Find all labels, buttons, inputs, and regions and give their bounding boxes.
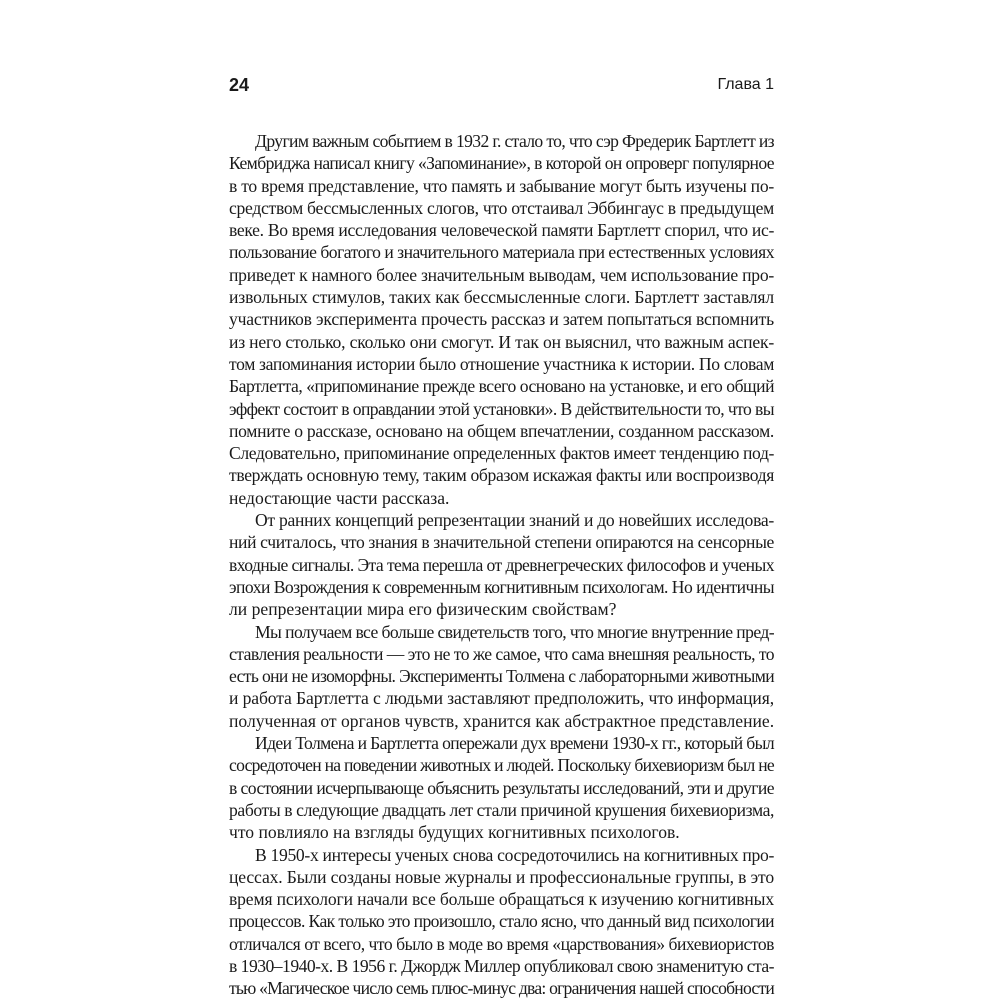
text-line: в 1930–1940-х. В 1956 г. Джордж Миллер опубликовал свою знаменитую ста-	[229, 955, 774, 976]
text-line: ли репрезентации мира его физическим свойствам?	[229, 599, 617, 620]
text-line: полученная от органов чувств, хранится как абстрактное представление.	[229, 710, 775, 731]
text-line: том запоминания истории было отношение участника к истории. По словам	[229, 353, 774, 374]
text-line: что повлияло на взгляды будущих когнитивных психологов.	[229, 822, 680, 843]
text-line: отличался от всего, что было в моде во время «царствования» бихевиористов	[229, 933, 774, 954]
text-line: ставления реальности — это не то же самое, что сама внешняя реальность, то	[229, 643, 774, 664]
text-line: тью «Магическое число семь плюс-минус два: ограничения нашей способности	[229, 978, 774, 999]
text-line: сосредоточен на поведении животных и людей. Поскольку бихевиоризм был не	[229, 755, 774, 776]
chapter-title: Глава 1	[717, 76, 774, 93]
text-line: Бартлетта, «припоминание прежде всего основано на установке, и его общий	[229, 376, 774, 397]
text-line: эффект состоит в оправдании этой установки». В действительности то, что вы	[229, 398, 774, 419]
text-line: В 1950-х интересы ученых снова сосредоточились на когнитивных про-	[255, 844, 774, 865]
text-line: приведет к намного более значительным выводам, чем использование про-	[229, 264, 774, 285]
text-line: средством бессмысленных слогов, что отстаивал Эббингаус в предыдущем	[229, 197, 774, 218]
text-line: есть они не изоморфны. Эксперименты Толмена с лабораторными животными	[229, 666, 774, 687]
text-line: пользование богатого и значительного материала при естественных условиях	[229, 242, 774, 263]
body-text	[229, 130, 774, 1000]
text-line: недостающие части рассказа.	[229, 487, 450, 508]
text-line: время психологи начали все больше обращаться к изучению когнитивных	[229, 889, 774, 910]
text-line: в состоянии исчерпывающе объяснить результаты исследований, эти и другие	[229, 777, 774, 798]
text-line: Мы получаем все больше свидетельств того, что многие внутренние пред-	[255, 621, 774, 642]
text-line: цессах. Были созданы новые журналы и профессиональные группы, в это	[229, 866, 774, 887]
text-line: ний считалось, что знания в значительной степени опираются на сенсорные	[229, 532, 774, 553]
text-line: процессов. Как только это произошло, стало ясно, что данный вид психологии	[229, 911, 774, 932]
text-line: Следовательно, припоминание определенных фактов имеет тенденцию под-	[229, 443, 774, 464]
text-line: веке. Во время исследования человеческой памяти Бартлетт спорил, что ис-	[229, 220, 774, 241]
running-head	[229, 72, 774, 98]
text-line: тверждать основную тему, таким образом искажая факты или воспроизводя	[229, 465, 774, 486]
text-line: входные сигналы. Эта тема перешла от древнегреческих философов и ученых	[229, 554, 774, 575]
text-line: работы в следующие двадцать лет стали причиной крушения бихевиоризма,	[229, 799, 774, 820]
text-line: и работа Бартлетта с людьми заставляют предположить, что информация,	[229, 688, 774, 709]
text-line: Идеи Толмена и Бартлетта опережали дух времени 1930-х гг., который был	[255, 733, 774, 754]
text-line: извольных стимулов, таких как бессмысленные слоги. Бартлетт заставлял	[229, 287, 775, 308]
page-number: 24	[229, 75, 250, 95]
text-line: От ранних концепций репрезентации знаний и до новейших исследова-	[255, 510, 774, 531]
text-line: Кембриджа написал книгу «Запоминание», в которой он опроверг популярное	[229, 153, 774, 174]
text-line: помните о рассказе, основано на общем впечатлении, созданном рассказом.	[229, 420, 774, 441]
text-line: в то время представление, что память и забывание могут быть изучены по-	[229, 175, 775, 196]
text-line: эпохи Возрождения к современным когнитивным психологам. Но идентичны	[229, 576, 774, 597]
text-line: участников эксперимента прочесть рассказ и затем попытаться вспомнить	[229, 309, 774, 330]
text-line: Другим важным событием в 1932 г. стало то, что сэр Фредерик Бартлетт из	[255, 131, 774, 151]
text-line: из него столько, сколько они смогут. И так он выяснил, что важным аспек-	[229, 331, 774, 352]
